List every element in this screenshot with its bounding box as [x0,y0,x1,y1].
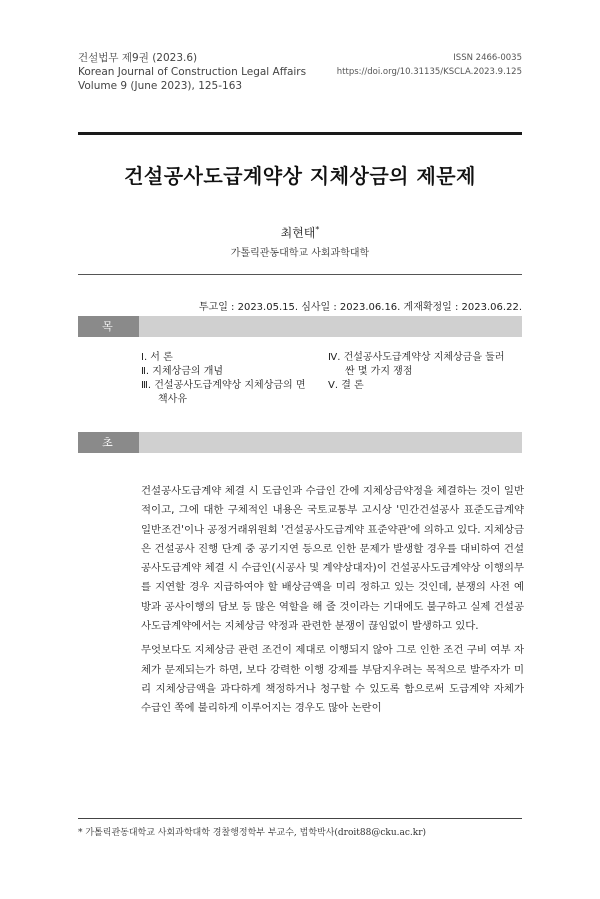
journal-identifiers [337,51,522,79]
author-affiliation: 가톨릭관동대학교 사회과학대학 [230,248,370,259]
abstract-label: 초 록 [78,432,139,453]
toc-left-column [141,351,311,407]
journal-name-english: Korean Journal of Construction Legal Affairs [78,66,307,78]
toc-label: 목 차 [78,316,139,337]
doi-link[interactable]: https://doi.org/10.31135/KSCLA.2023.9.125 [336,67,522,77]
author-footnote: * 가톨릭관동대학교 사회과학대학 경찰행정학부 부교수, 법학박사(droit88@cku.ac.kr) [78,828,427,838]
abstract-body [141,482,524,724]
toc-item-5[interactable]: Ⅴ. 결 론 [328,380,364,391]
abstract-header-bar [78,432,522,470]
journal-volume-english: Volume 9 (June 2023), 125-163 [78,80,243,92]
author-name: 최현태 [280,226,316,240]
toc-item-1[interactable]: Ⅰ. 서 론 [141,352,173,363]
footnote-rule [78,818,522,819]
issn: ISSN 2466-0035 [453,53,522,63]
toc-right-column [328,351,508,393]
submission-dates: 투고일 : 2023.05.15. 심사일 : 2023.06.16. 게재확정일 : 2023.06.22. [198,302,522,313]
journal-header [78,51,306,93]
abstract-paragraph-2: 무엇보다도 지체상금 관련 조건이 제대로 이행되지 않아 그로 인한 조건 구비 여부 자체가 문제되는가 하면, 보다 강력한 이행 강제를 부담지우려는 목적으로 발주자가 미리 지체상금액을 과다하게 책정하거나 청구할 수 있도록 함으로써 도급계약 자체가 수급인 쪽에 불리하게 이루어지는 경우도 많아 논란이 [141,644,524,715]
journal-volume-korean: 건설법무 제9권 (2023.6) [78,52,198,64]
toc-item-2[interactable]: Ⅱ. 지체상금의 개념 [141,366,224,377]
divider [78,274,522,275]
paper-title: 건설공사도급계약상 지체상금의 제문제 [124,164,476,188]
abstract-paragraph-1: 건설공사도급계약 체결 시 도급인과 수급인 간에 지체상금약정을 체결하는 것이 일반적이고, 그에 대한 구체적인 내용은 국토교통부 고시상 '민간건설공사 표준도급계약 일반조건'이나 공정거래위원회 '건설공사도급계약 표준약관'에 의하고 있다. 지체상금은 건설공사 진행 단계 중 공기지연 등으로 인한 문제가 발생할 경우를 대비하여 건설공사도급계약 체결 시 수급인(시공사 및 계약상대자)이 건설공사도급계약상 이행의무를 지연할 경우 지급하여야 할 배상금액을 미리 정하고 있는 것인데, 분쟁의 사전 예방과 공사이행의 담보 등 많은 역할을 해 줄 것이라는 기대에도 불구하고 실제 건설공사도급계약에서는 지체상금 약정과 관련한 분쟁이 끊임없이 발생하고 있다. [141,485,524,633]
header-rule [78,132,522,135]
toc-item-3[interactable]: Ⅲ. 건설공사도급계약상 지체상금의 면책사유 [141,380,306,405]
author-footnote-mark: * [315,225,320,234]
toc-item-4[interactable]: Ⅳ. 건설공사도급계약상 지체상금을 둘러싼 몇 가지 쟁점 [328,352,505,377]
author [0,224,600,241]
toc-header-bar [78,316,522,354]
